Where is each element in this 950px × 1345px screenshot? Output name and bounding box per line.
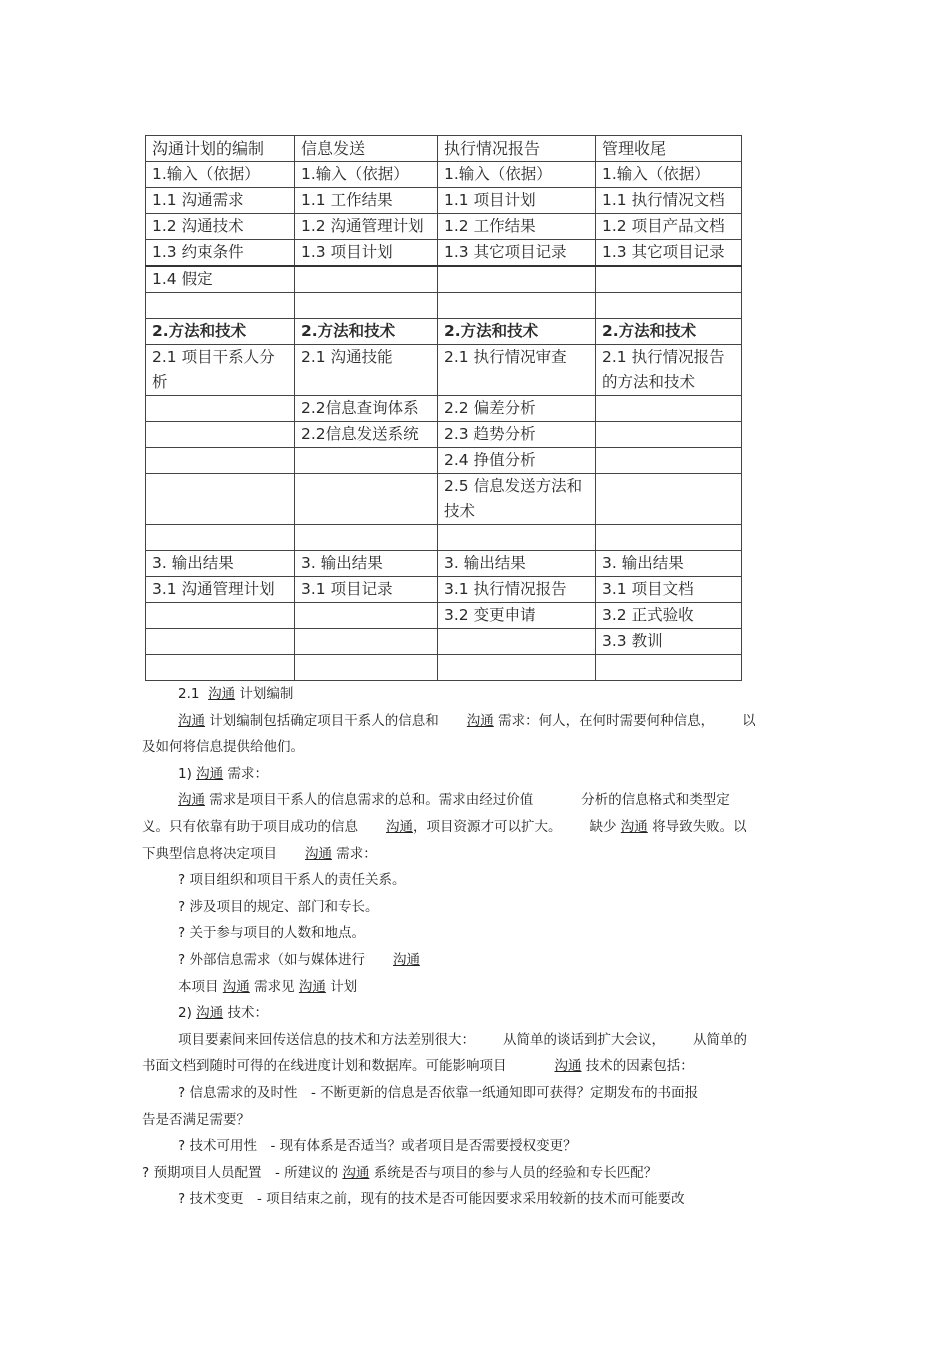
table-row xyxy=(146,655,742,681)
list-item: ? 技术变更 - 项目结束之前，现有的技术是否可能因要求采用较新的技术而可能要改 xyxy=(178,1191,685,1208)
table-cell: 1.2 沟通技术 xyxy=(146,214,295,240)
table-cell: 3. 输出结果 xyxy=(596,551,742,577)
table-cell xyxy=(295,655,438,681)
table-header-row xyxy=(146,136,742,162)
list-item: ? 外部信息需求（如与媒体进行 沟通 xyxy=(178,951,420,968)
table-cell: 2.方法和技术 xyxy=(438,319,596,345)
table-row xyxy=(146,422,742,448)
table-cell: 3. 输出结果 xyxy=(438,551,596,577)
subheading: 2) 沟通 技术： xyxy=(178,1005,268,1022)
table-cell: 2.方法和技术 xyxy=(146,319,295,345)
table-cell: 3.1 沟通管理计划 xyxy=(146,577,295,603)
table-cell: 3. 输出结果 xyxy=(146,551,295,577)
table-cell: 1.2 工作结果 xyxy=(438,214,596,240)
table-cell: 2.1 执行情况报告的方法和技术 xyxy=(596,345,742,396)
table-cell xyxy=(295,603,438,629)
table-row xyxy=(146,240,742,267)
table-cell xyxy=(295,629,438,655)
table-cell: 2.1 沟通技能 xyxy=(295,345,438,396)
table-cell xyxy=(146,629,295,655)
table-row xyxy=(146,396,742,422)
table-cell xyxy=(596,293,742,319)
table-cell: 2.1 执行情况审查 xyxy=(438,345,596,396)
table-row xyxy=(146,603,742,629)
table-cell xyxy=(438,293,596,319)
table-row xyxy=(146,474,742,525)
table-cell: 1.1 沟通需求 xyxy=(146,188,295,214)
list-item: ? 关于参与项目的人数和地点。 xyxy=(178,925,365,942)
table-cell: 1.3 其它项目记录 xyxy=(596,240,742,267)
table-row xyxy=(146,577,742,603)
table-cell xyxy=(295,474,438,525)
table-cell: 1.1 工作结果 xyxy=(295,188,438,214)
table-header-cell: 信息发送 xyxy=(295,136,438,162)
table-row xyxy=(146,551,742,577)
table-cell: 2.3 趋势分析 xyxy=(438,422,596,448)
table-cell xyxy=(146,448,295,474)
table-cell xyxy=(295,448,438,474)
list-item: ? 信息需求的及时性 - 不断更新的信息是否依靠一纸通知即可获得？定期发布的书面报 xyxy=(178,1084,699,1101)
paragraph: 及如何将信息提供给他们。 xyxy=(142,739,304,756)
paragraph: 项目要素间来回传送信息的技术和方法差别很大： 从简单的谈话到扩大会议， 从简单的 xyxy=(178,1031,747,1048)
table-cell xyxy=(596,396,742,422)
table-cell: 3.2 正式验收 xyxy=(596,603,742,629)
table-cell: 3.1 项目文档 xyxy=(596,577,742,603)
table-cell: 1.输入（依据） xyxy=(295,162,438,188)
table-cell: 1.1 执行情况文档 xyxy=(596,188,742,214)
table-cell: 1.输入（依据） xyxy=(596,162,742,188)
table-row xyxy=(146,448,742,474)
table-cell: 2.2信息发送系统 xyxy=(295,422,438,448)
list-item: ? 项目组织和项目干系人的责任关系。 xyxy=(178,872,406,889)
table-cell: 1.3 约束条件 xyxy=(146,240,295,267)
paragraph: 义。只有依靠有助于项目成功的信息 沟通，项目资源才可以扩大。 缺少 沟通 将导致失败。以 xyxy=(142,818,747,835)
table-cell xyxy=(146,422,295,448)
paragraph: 书面文档到随时可得的在线进度计划和数据库。可能影响项目 沟通 技术的因素包括： xyxy=(142,1058,694,1075)
table-row xyxy=(146,293,742,319)
table-cell xyxy=(596,655,742,681)
table-cell xyxy=(146,525,295,551)
table-cell xyxy=(596,422,742,448)
table-cell: 2.5 信息发送方法和技术 xyxy=(438,474,596,525)
table-cell xyxy=(146,474,295,525)
table-header-cell: 沟通计划的编制 xyxy=(146,136,295,162)
table-cell xyxy=(596,266,742,293)
table-cell: 1.2 项目产品文档 xyxy=(596,214,742,240)
table-cell xyxy=(146,655,295,681)
table-cell: 1.4 假定 xyxy=(146,266,295,293)
list-item: ? 预期项目人员配置 - 所建议的 沟通 系统是否与项目的参与人员的经验和专长匹配？ xyxy=(142,1164,658,1181)
table-cell: 1.1 项目计划 xyxy=(438,188,596,214)
table-cell xyxy=(596,525,742,551)
table-cell: 1.输入（依据） xyxy=(438,162,596,188)
table-cell xyxy=(438,655,596,681)
table-cell xyxy=(295,293,438,319)
table-cell: 3.1 执行情况报告 xyxy=(438,577,596,603)
table-cell: 1.3 项目计划 xyxy=(295,240,438,267)
list-item: 告是否满足需要？ xyxy=(142,1111,250,1128)
table-cell xyxy=(438,629,596,655)
table-cell: 1.3 其它项目记录 xyxy=(438,240,596,267)
table-row xyxy=(146,525,742,551)
paragraph: 沟通 计划编制包括确定项目干系人的信息和 沟通 需求：何人，在何时需要何种信息， 以 xyxy=(178,712,756,729)
table-cell: 2.2 偏差分析 xyxy=(438,396,596,422)
table-cell xyxy=(596,448,742,474)
communication-process-table xyxy=(145,135,742,681)
list-item: 本项目 沟通 需求见 沟通 计划 xyxy=(178,978,358,995)
table-row xyxy=(146,214,742,240)
paragraph: 下典型信息将决定项目 沟通 需求： xyxy=(142,845,377,862)
table-cell: 2.1 项目干系人分析 xyxy=(146,345,295,396)
table-row xyxy=(146,162,742,188)
list-item: ? 涉及项目的规定、部门和专长。 xyxy=(178,898,379,915)
table-cell: 1.2 沟通管理计划 xyxy=(295,214,438,240)
table-cell: 2.方法和技术 xyxy=(295,319,438,345)
table-cell: 1.输入（依据） xyxy=(146,162,295,188)
table-row xyxy=(146,266,742,293)
table-cell: 3.2 变更申请 xyxy=(438,603,596,629)
table-cell: 2.2信息查询体系 xyxy=(295,396,438,422)
body-text xyxy=(142,681,812,1213)
table-cell: 3.3 教训 xyxy=(596,629,742,655)
table-cell xyxy=(438,266,596,293)
table-cell: 3. 输出结果 xyxy=(295,551,438,577)
table-cell xyxy=(295,266,438,293)
table-cell: 2.4 挣值分析 xyxy=(438,448,596,474)
table-header-cell: 执行情况报告 xyxy=(438,136,596,162)
table-cell: 2.方法和技术 xyxy=(596,319,742,345)
table-row xyxy=(146,319,742,345)
table-row xyxy=(146,629,742,655)
section-heading: 2.1 沟通 计划编制 xyxy=(178,686,294,702)
table-cell xyxy=(438,525,596,551)
list-item: ? 技术可用性 - 现有体系是否适当？或者项目是否需要授权变更？ xyxy=(178,1138,577,1155)
table-cell: 3.1 项目记录 xyxy=(295,577,438,603)
table-cell xyxy=(146,396,295,422)
table-cell xyxy=(295,525,438,551)
table-row xyxy=(146,345,742,396)
paragraph: 沟通 需求是项目干系人的信息需求的总和。需求由经过价值 分析的信息格式和类型定 xyxy=(178,792,730,809)
table-cell xyxy=(146,293,295,319)
table-header-cell: 管理收尾 xyxy=(596,136,742,162)
table-cell xyxy=(596,474,742,525)
table-cell xyxy=(146,603,295,629)
table-row xyxy=(146,188,742,214)
subheading: 1) 沟通 需求： xyxy=(178,765,268,782)
